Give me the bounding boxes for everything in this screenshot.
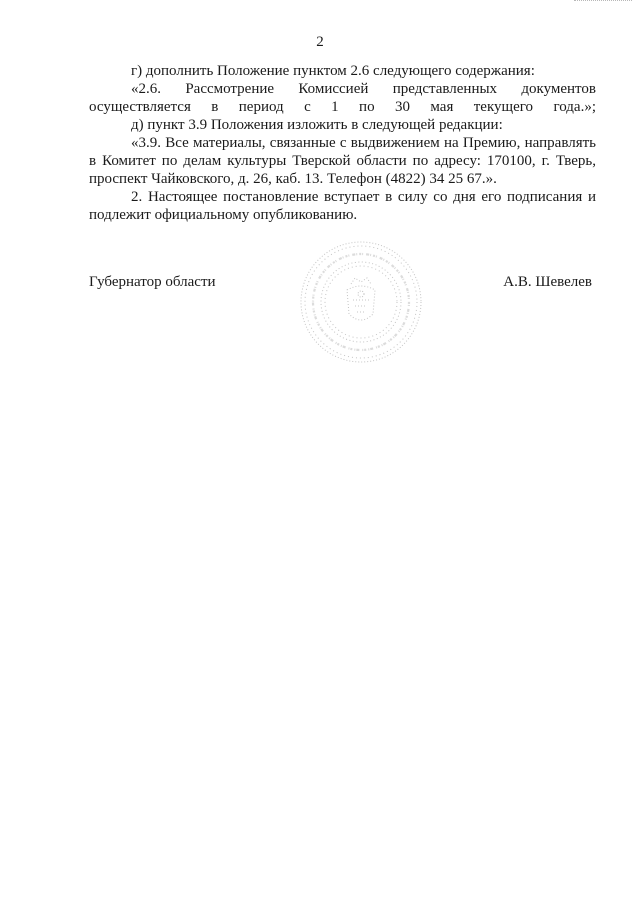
signatory-position: Губернатор области (89, 274, 216, 290)
paragraph-effective-date: 2. Настоящее постановление вступает в силу со дня его подписания и подлежит официальному опубликованию. (89, 189, 596, 223)
official-seal-icon (297, 238, 425, 366)
scan-corner-mark (574, 0, 632, 4)
document-body (89, 62, 596, 224)
paragraph-amendment-d: д) пункт 3.9 Положения изложить в следующей редакции: (131, 117, 503, 133)
paragraph-clause-3-9: «3.9. Все материалы, связанные с выдвижением на Премию, направлять в Комитет по делам культуры Тверской области по адресу: 170100, г. Тверь, проспект Чайковского, д. 26, каб. 13. Телефон (4822) 34 25 67.». (89, 135, 596, 187)
paragraph-clause-2-6: «2.6. Рассмотрение Комиссией представленных документов осуществляется в период с 1 по 30 мая текущего года.»; (89, 81, 596, 115)
paragraph-amendment-g: г) дополнить Положение пунктом 2.6 следующего содержания: (131, 63, 535, 79)
page-number: 2 (316, 34, 324, 50)
signatory-name: А.В. Шевелев (503, 274, 592, 290)
